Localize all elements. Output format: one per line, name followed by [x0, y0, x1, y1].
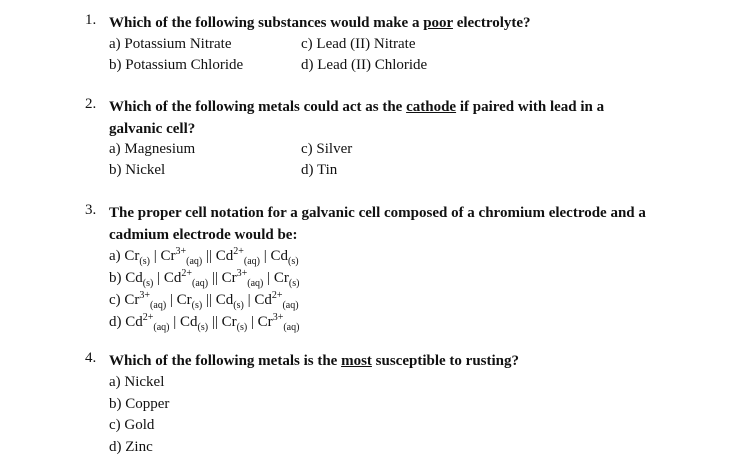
- option-c: [109, 290, 299, 310]
- state-subscript: (aq): [191, 278, 209, 289]
- charge-superscript: 3+: [175, 246, 187, 257]
- state-subscript: (s): [233, 300, 244, 311]
- state-subscript: (s): [288, 278, 300, 289]
- option-label: d): [109, 314, 126, 330]
- state-subscript: (s): [139, 256, 150, 267]
- question-number: 2.: [85, 96, 97, 112]
- state-subscript: (aq): [282, 300, 299, 311]
- state-subscript: (s): [288, 256, 299, 267]
- charge-superscript: 2+: [271, 290, 283, 301]
- question-stem: Which of the following metals could act as the cathode if paired with lead in a galvanic cell?: [109, 99, 605, 137]
- state-subscript: (s): [191, 300, 203, 311]
- option-b: [109, 268, 299, 288]
- state-subscript: (aq): [247, 278, 264, 289]
- option-c: c) Lead (II) Nitrate: [301, 36, 416, 52]
- species-text: || Cd: [202, 292, 234, 308]
- species-text: | Cr: [247, 314, 273, 330]
- species-text: | Cd: [153, 270, 182, 286]
- question-number: 1.: [85, 12, 97, 28]
- state-subscript: (aq): [283, 322, 300, 333]
- question-stem: The proper cell notation for a galvanic cell composed of a chromium electrode and a cadmium electrode would be:: [109, 205, 646, 243]
- option-label: a): [109, 248, 125, 264]
- charge-superscript: 2+: [181, 268, 192, 279]
- option-c: c) Gold: [109, 417, 155, 433]
- option-a: [109, 246, 299, 266]
- option-label: c): [109, 292, 125, 308]
- species-text: || Cd: [202, 248, 234, 264]
- state-subscript: (aq): [186, 256, 203, 267]
- option-b: b) Potassium Chloride: [109, 57, 244, 73]
- option-a: a) Potassium Nitrate: [109, 36, 232, 52]
- charge-superscript: 3+: [139, 290, 151, 301]
- question-stem: Which of the following metals is the most susceptible to rusting?: [109, 353, 519, 369]
- charge-superscript: 3+: [272, 312, 284, 323]
- charge-superscript: 2+: [142, 312, 154, 323]
- option-b: b) Nickel: [109, 162, 166, 178]
- question-number: 4.: [85, 350, 97, 366]
- species-text: | Cr: [263, 270, 289, 286]
- option-a: a) Magnesium: [109, 141, 196, 157]
- species-text: | Cd: [243, 292, 272, 308]
- species-text: || Cr: [208, 270, 237, 286]
- state-subscript: (s): [236, 322, 248, 333]
- question-number: 3.: [85, 202, 97, 218]
- charge-superscript: 3+: [236, 268, 248, 279]
- state-subscript: (aq): [153, 322, 170, 333]
- species-text: || Cr: [208, 314, 237, 330]
- state-subscript: (aq): [243, 256, 260, 267]
- species-text: | Cr: [149, 248, 176, 264]
- emphasis-underline: cathode: [406, 99, 457, 115]
- species-text: | Cd: [169, 314, 198, 330]
- option-d: d) Lead (II) Chloride: [301, 57, 428, 73]
- species-text: | Cd: [260, 248, 289, 264]
- species-text: Cd: [125, 314, 143, 330]
- state-subscript: (aq): [150, 300, 167, 311]
- species-text: Cr: [124, 292, 140, 308]
- species-text: Cr: [124, 248, 140, 264]
- state-subscript: (s): [197, 322, 209, 333]
- option-d: d) Tin: [301, 162, 338, 178]
- option-a: a) Nickel: [109, 374, 165, 390]
- state-subscript: (s): [142, 278, 154, 289]
- species-text: Cd: [125, 270, 143, 286]
- option-d: d) Zinc: [109, 439, 153, 455]
- option-b: b) Copper: [109, 396, 170, 412]
- species-text: | Cr: [166, 292, 192, 308]
- option-d: [109, 312, 299, 332]
- option-c: c) Silver: [301, 141, 353, 157]
- question-stem: Which of the following substances would make a poor electrolyte?: [109, 15, 531, 31]
- emphasis-underline: most: [341, 353, 372, 369]
- charge-superscript: 2+: [233, 246, 244, 257]
- emphasis-underline: poor: [423, 15, 453, 31]
- option-label: b): [109, 270, 126, 286]
